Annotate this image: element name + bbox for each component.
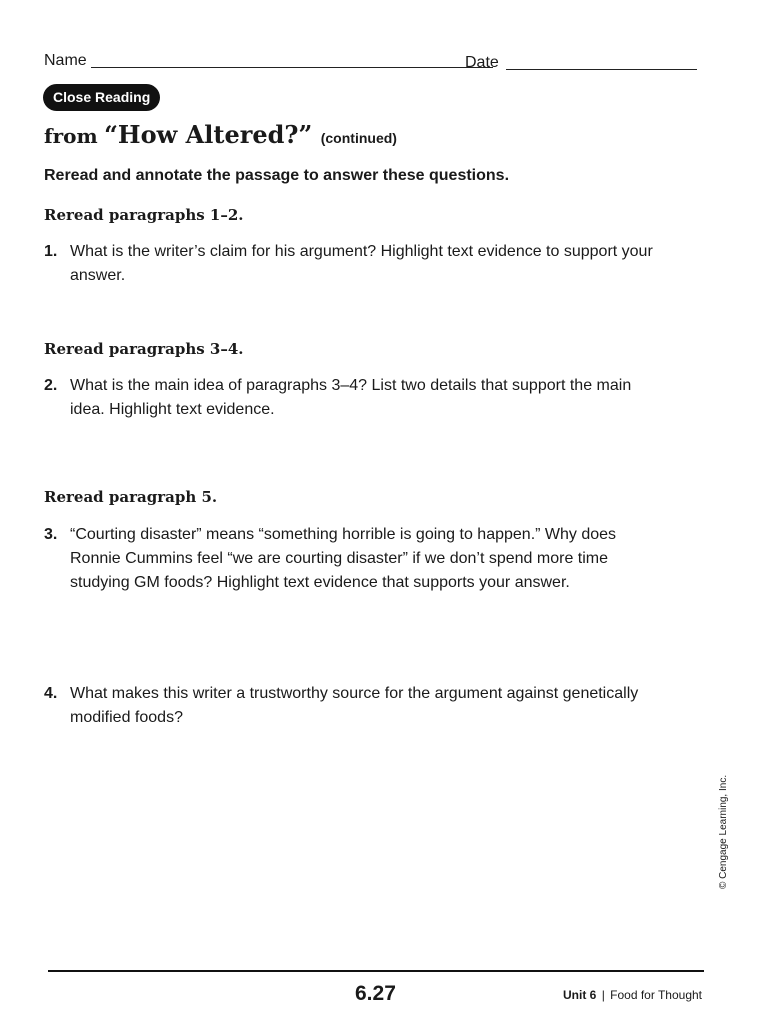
date-blank-line — [506, 69, 697, 70]
footer-rule — [48, 970, 704, 972]
name-date-row — [44, 52, 704, 76]
name-blank-line — [91, 67, 493, 68]
page-title — [44, 120, 397, 149]
title-main: “How Altered?” — [104, 120, 313, 149]
footer-unit: Unit 6 — [563, 988, 597, 1002]
title-prefix: from — [44, 124, 98, 148]
copyright-notice: © Cengage Learning, Inc. — [718, 774, 729, 889]
question-number: 2. — [44, 377, 58, 394]
footer-unit-title: Food for Thought — [610, 988, 702, 1002]
page-number: 6.27 — [355, 982, 396, 1005]
question-number: 3. — [44, 526, 58, 543]
section-heading-2: Reread paragraphs 3–4. — [44, 340, 244, 358]
section-heading-3: Reread paragraph 5. — [44, 488, 218, 506]
title-suffix: (continued) — [320, 130, 397, 146]
question-number: 4. — [44, 685, 58, 702]
instruction-text: Reread and annotate the passage to answer these questions. — [44, 167, 510, 184]
question-number: 1. — [44, 243, 58, 260]
date-label: Date — [465, 54, 499, 71]
question-text: “Courting disaster” means “something horrible is going to happen.” Why does Ronnie Cummins feel “we are courting disaster” if we don’t spend more time studying GM foods? Highlight text evidence that supports your answer. — [70, 526, 617, 591]
question-text: What is the writer’s claim for his argument? Highlight text evidence to support your answer. — [70, 243, 653, 284]
footer-unit-label — [563, 988, 702, 1002]
section-heading-1: Reread paragraphs 1–2. — [44, 206, 244, 224]
footer-separator: | — [601, 988, 605, 1002]
question-text: What is the main idea of paragraphs 3–4? List two details that support the main idea. Highlight text evidence. — [70, 377, 632, 418]
name-label: Name — [44, 52, 87, 69]
question-text: What makes this writer a trustworthy source for the argument against genetically modified foods? — [70, 685, 639, 726]
close-reading-badge: Close Reading — [43, 84, 160, 111]
